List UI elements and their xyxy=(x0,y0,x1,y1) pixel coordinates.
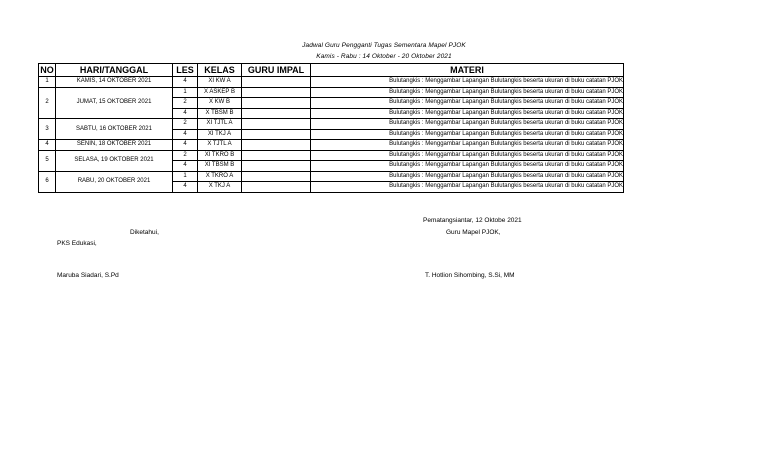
signature-left-known: Diketahui, xyxy=(130,229,159,236)
cell-les: 2 xyxy=(173,119,198,130)
cell-materi: Bulutangkis : Menggambar Lapangan Bulutangkis beserta ukuran di buku catatan PJOK xyxy=(311,150,624,161)
cell-day: RABU, 20 OKTOBER 2021 xyxy=(56,171,173,192)
table-row xyxy=(39,171,624,182)
cell-les: 4 xyxy=(173,182,198,193)
cell-les: 4 xyxy=(173,129,198,140)
cell-les: 4 xyxy=(173,108,198,119)
cell-no: 3 xyxy=(39,119,56,140)
cell-kelas: XI TBSM B xyxy=(198,161,242,172)
schedule-table xyxy=(38,63,624,193)
cell-day: SENIN, 18 OKTOBER 2021 xyxy=(56,140,173,151)
cell-les: 4 xyxy=(173,140,198,151)
cell-les: 1 xyxy=(173,171,198,182)
cell-no: 4 xyxy=(39,140,56,151)
cell-guru-impal xyxy=(242,140,311,151)
signature-left-role: PKS Edukasi, xyxy=(57,240,97,247)
header-les: LES xyxy=(173,64,198,77)
cell-no: 5 xyxy=(39,150,56,171)
cell-no: 2 xyxy=(39,87,56,119)
signature-right-role: Guru Mapel PJOK, xyxy=(446,229,501,236)
cell-materi: Bulutangkis : Menggambar Lapangan Bulutangkis beserta ukuran di buku catatan PJOK xyxy=(311,87,624,98)
cell-les: 2 xyxy=(173,150,198,161)
header-materi: MATERI xyxy=(311,64,624,77)
cell-kelas: XI TKRO B xyxy=(198,150,242,161)
header-day: HARI/TANGGAL xyxy=(56,64,173,77)
cell-kelas: XI TJTL A xyxy=(198,119,242,130)
cell-kelas: X KW B xyxy=(198,98,242,109)
header-kelas: KELAS xyxy=(198,64,242,77)
cell-day: SABTU, 16 OKTOBER 2021 xyxy=(56,119,173,140)
cell-day: SELASA, 19 OKTOBER 2021 xyxy=(56,150,173,171)
cell-kelas: X TKJ A xyxy=(198,182,242,193)
cell-materi: Bulutangkis : Menggambar Lapangan Bulutangkis beserta ukuran di buku catatan PJOK xyxy=(311,98,624,109)
table-header-row xyxy=(39,64,624,77)
header-guru-impal: GURU IMPAL xyxy=(242,64,311,77)
cell-day: KAMIS, 14 OKTOBER 2021 xyxy=(56,77,173,88)
cell-guru-impal xyxy=(242,182,311,193)
signature-left-name: Maruba Siadari, S.Pd xyxy=(57,272,119,279)
document-subtitle: Kamis - Rabu : 14 Oktober - 20 Oktober 2021 xyxy=(316,53,452,60)
signature-place-date: Pematangsiantar, 12 Oktobe 2021 xyxy=(423,217,522,224)
cell-guru-impal xyxy=(242,108,311,119)
cell-materi: Bulutangkis : Menggambar Lapangan Bulutangkis beserta ukuran di buku catatan PJOK xyxy=(311,119,624,130)
cell-materi: Bulutangkis : Menggambar Lapangan Bulutangkis beserta ukuran di buku catatan PJOK xyxy=(311,108,624,119)
cell-les: 1 xyxy=(173,87,198,98)
cell-les: 4 xyxy=(173,77,198,88)
cell-guru-impal xyxy=(242,150,311,161)
cell-guru-impal xyxy=(242,77,311,88)
cell-kelas: X TBSM B xyxy=(198,108,242,119)
table-row xyxy=(39,119,624,130)
cell-materi: Bulutangkis : Menggambar Lapangan Bulutangkis beserta ukuran di buku catatan PJOK xyxy=(311,140,624,151)
cell-guru-impal xyxy=(242,119,311,130)
cell-day: JUMAT, 15 OKTOBER 2021 xyxy=(56,87,173,119)
document-title: Jadwal Guru Pengganti Tugas Sementara Mapel PJOK xyxy=(302,42,466,49)
signature-right-name: T. Hotlion Sihombing, S.Si, MM xyxy=(425,272,515,279)
cell-les: 4 xyxy=(173,161,198,172)
cell-materi: Bulutangkis : Menggambar Lapangan Bulutangkis beserta ukuran di buku catatan PJOK xyxy=(311,129,624,140)
cell-materi: Bulutangkis : Menggambar Lapangan Bulutangkis beserta ukuran di buku catatan PJOK xyxy=(311,77,624,88)
header-no: NO xyxy=(40,65,54,75)
table-row xyxy=(39,87,624,98)
cell-materi: Bulutangkis : Menggambar Lapangan Bulutangkis beserta ukuran di buku catatan PJOK xyxy=(311,182,624,193)
cell-guru-impal xyxy=(242,129,311,140)
cell-guru-impal xyxy=(242,87,311,98)
cell-kelas: X ASKEP B xyxy=(198,87,242,98)
cell-guru-impal xyxy=(242,161,311,172)
cell-les: 2 xyxy=(173,98,198,109)
table-body xyxy=(39,77,624,193)
cell-guru-impal xyxy=(242,171,311,182)
cell-no: 1 xyxy=(39,77,56,88)
cell-materi: Bulutangkis : Menggambar Lapangan Bulutangkis beserta ukuran di buku catatan PJOK xyxy=(311,171,624,182)
cell-kelas: XI KW A xyxy=(198,77,242,88)
cell-kelas: X TKRO A xyxy=(198,171,242,182)
table-row xyxy=(39,140,624,151)
cell-guru-impal xyxy=(242,98,311,109)
table-row xyxy=(39,150,624,161)
cell-no: 6 xyxy=(39,171,56,192)
cell-materi: Bulutangkis : Menggambar Lapangan Bulutangkis beserta ukuran di buku catatan PJOK xyxy=(311,161,624,172)
cell-kelas: X TJTL A xyxy=(198,140,242,151)
table-row xyxy=(39,77,624,88)
cell-kelas: XI TKJ A xyxy=(198,129,242,140)
